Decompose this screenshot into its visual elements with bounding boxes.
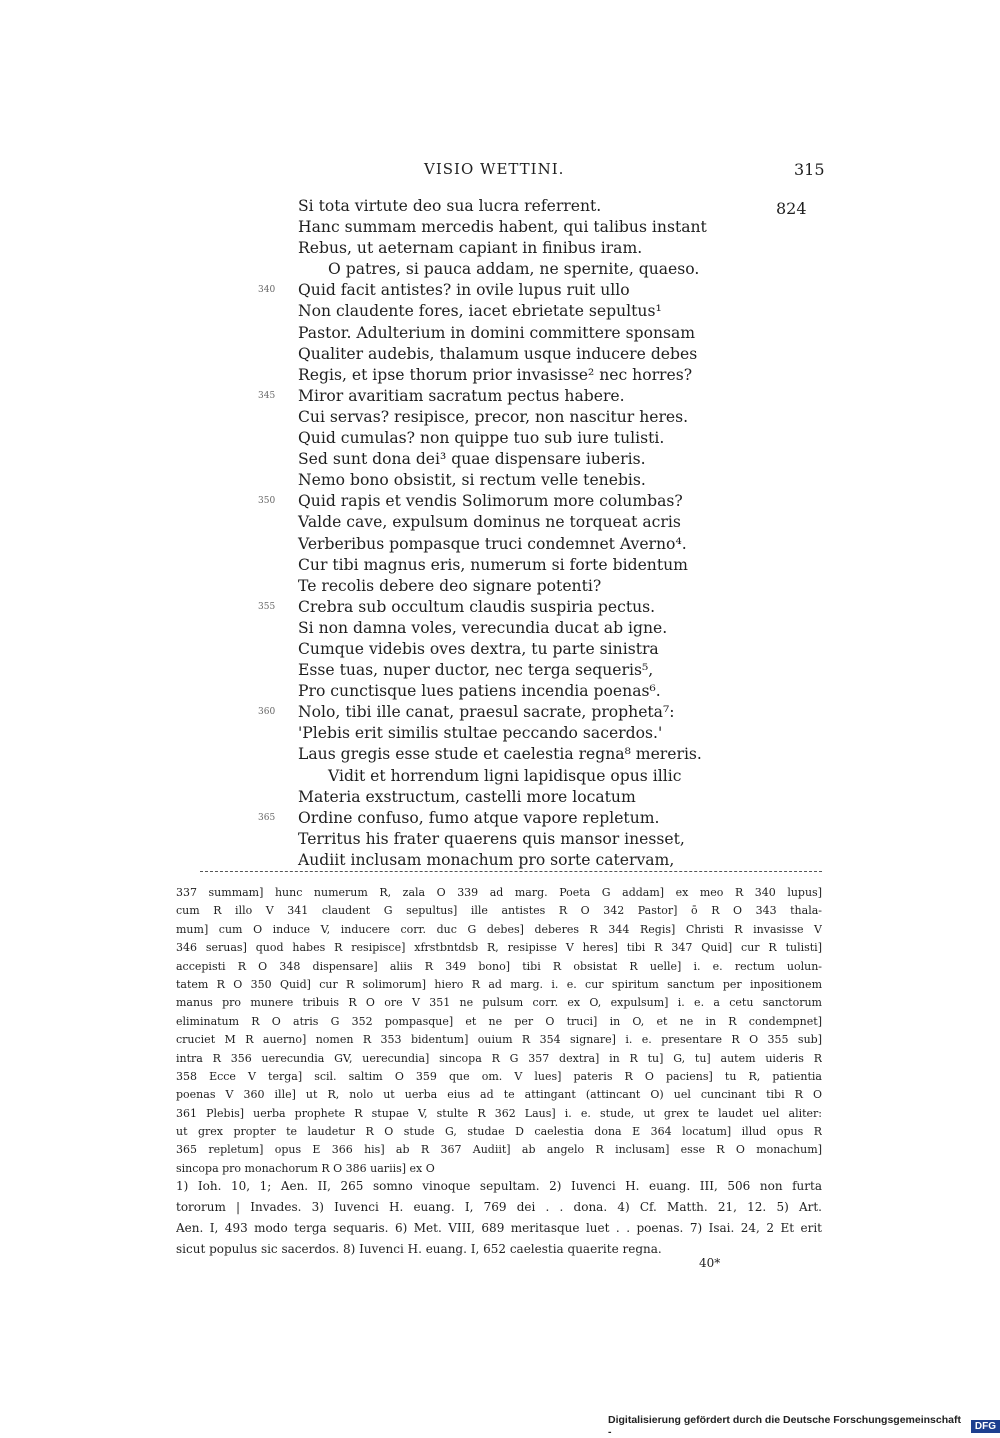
verse-line <box>298 787 758 808</box>
verse-text: Si non damna voles, verecundia ducat ab igne. <box>298 618 668 637</box>
verse-line <box>298 428 758 449</box>
verse-line <box>298 407 758 428</box>
verse-text: Pro cunctisque lues patiens incendia poenas⁶. <box>298 682 661 701</box>
apparatus-line: ut grex propter te laudetur R O stude G, studae D caelestia dona E 364 locatum] illud opus R <box>176 1125 822 1139</box>
verse-line <box>298 576 758 597</box>
verse-text: Rebus, ut aeternam capiant in finibus iram. <box>298 239 643 258</box>
footnote-line: 1) Ioh. 10, 1; Aen. II, 265 somno vinoque sepultam. 2) Iuvenci H. euang. III, 506 non furta <box>176 1179 822 1193</box>
apparatus-line: eliminatum R O atris G 352 pompasque] et ne per O truci] in O, et ne in R condempnet] <box>176 1014 822 1028</box>
verse-text: Quid cumulas? non quippe tuo sub iure tulisti. <box>298 429 665 448</box>
verse-text: Cumque videbis oves dextra, tu parte sinistra <box>298 639 659 658</box>
poem-text <box>258 196 758 871</box>
verse-line <box>298 850 758 871</box>
verse-text: Ordine confuso, fumo atque vapore repletum. <box>298 808 660 827</box>
verse-line <box>298 470 758 491</box>
verse-text: Cui servas? resipisce, precor, non nascitur heres. <box>298 407 689 426</box>
verse-line <box>298 344 758 365</box>
verse-text: O patres, si pauca addam, ne spernite, quaeso. <box>328 260 700 279</box>
apparatus-divider <box>200 871 822 872</box>
apparatus-line: accepisti R O 348 dispensare] aliis R 349 bono] tibi R obsistat R uelle] i. e. rectum uolun- <box>176 959 822 973</box>
apparatus-line: sincopa pro monachorum R O 386 uariis] ex O <box>176 1161 435 1175</box>
verse-line <box>258 702 758 723</box>
funding-footer <box>608 1414 1000 1438</box>
verse-line <box>298 681 758 702</box>
apparatus-line: 361 Plebis] uerba prophete R stupae V, stulte R 362 Laus] i. e. stude, ut grex te laudet uel aliter: <box>176 1106 822 1120</box>
verse-text: Crebra sub occultum claudis suspiria pectus. <box>298 597 656 616</box>
dfg-logo: DFG <box>971 1420 1000 1433</box>
verse-text: Valde cave, expulsum dominus ne torqueat acris <box>298 513 681 532</box>
verse-line <box>298 766 758 787</box>
apparatus-line: intra R 356 uerecundia GV, uerecundia] sincopa R G 357 dextra] in R tu] G, tu] autem uideris R <box>176 1051 822 1065</box>
verse-text: Miror avaritiam sacratum pectus habere. <box>298 386 625 405</box>
verse-line <box>298 555 758 576</box>
apparatus-line: poenas V 360 ille] ut R, nolo ut uerba eius ad te attingant (attincant O) uel cuncinant tibi R O <box>176 1088 822 1102</box>
verse-number: 345 <box>258 390 276 401</box>
footnote-line: Aen. I, 493 modo terga sequaris. 6) Met. VIII, 689 meritasque luet . . poenas. 7) Isai. 24, 2 Et erit <box>176 1221 822 1235</box>
verse-line <box>298 301 758 322</box>
apparatus-line: manus pro munere tribuis R O ore V 351 ne pulsum corr. ex O, expulsum] i. e. a cetu sanctorum <box>176 996 822 1010</box>
verse-text: Nolo, tibi ille canat, praesul sacrate, propheta⁷: <box>298 703 675 722</box>
verse-text: Nemo bono obsistit, si rectum velle tenebis. <box>298 471 646 490</box>
apparatus-line: 346 seruas] quod habes R resipisce] xfrstbntdsb R, resipisse V heres] tibi R 347 Quid] cur R tulisti] <box>176 941 822 955</box>
verse-text: Verberibus pompasque truci condemnet Averno⁴. <box>298 534 687 553</box>
verse-text: Hanc summam mercedis habent, qui talibus instant <box>298 218 707 237</box>
verse-line <box>298 365 758 386</box>
verse-text: Audiit inclusam monachum pro sorte catervam, <box>298 850 675 869</box>
verse-line <box>258 808 758 829</box>
verse-line <box>298 618 758 639</box>
verse-line <box>258 280 758 301</box>
verse-text: Esse tuas, nuper ductor, nec terga sequeris⁵, <box>298 661 654 680</box>
verse-line <box>258 491 758 512</box>
verse-text: Pastor. Adulterium in domini committere sponsam <box>298 323 696 342</box>
page-number: 315 <box>794 160 825 179</box>
verse-line <box>298 259 758 280</box>
verse-line <box>258 597 758 618</box>
verse-line <box>298 829 758 850</box>
verse-text: Quid facit antistes? in ovile lupus ruit ullo <box>298 281 630 300</box>
verse-line <box>298 512 758 533</box>
verse-line <box>258 386 758 407</box>
verse-number: 340 <box>258 285 276 296</box>
verse-text: Te recolis debere deo signare potenti? <box>298 576 602 595</box>
funding-text: Digitalisierung gefördert durch die Deutsche Forschungsgemeinschaft - <box>608 1414 961 1438</box>
verse-text: Laus gregis esse stude et caelestia regna⁸ mereris. <box>298 745 702 764</box>
verse-line <box>298 723 758 744</box>
margin-reference-number: 824 <box>776 199 807 218</box>
footnotes <box>176 1176 822 1260</box>
signature-mark: 40* <box>699 1256 721 1270</box>
verse-text: Materia exstructum, castelli more locatum <box>298 787 636 806</box>
footnote-line: tororum | Invades. 3) Iuvenci H. euang. I, 769 dei . . dona. 4) Cf. Matth. 21, 12. 5) Art. <box>176 1200 822 1214</box>
apparatus-line: cum R illo V 341 claudent G sepultus] ille antistes R O 342 Pastor] ō R O 343 thala- <box>176 904 822 918</box>
verse-line <box>298 196 758 217</box>
verse-text: 'Plebis erit similis stultae peccando sacerdos.' <box>298 724 663 743</box>
apparatus-line: 365 repletum] opus E 366 his] ab R 367 Audiit] ab angelo R inclusam] esse R O monachum] <box>176 1143 822 1157</box>
apparatus-line: 358 Ecce V terga] scil. saltim O 359 que om. V lues] pateris R O paciens] tu R, patientia <box>176 1069 822 1083</box>
verse-text: Si tota virtute deo sua lucra referrent. <box>298 197 602 215</box>
verse-text: Vidit et horrendum ligni lapidisque opus illic <box>328 766 682 785</box>
apparatus-line: mum] cum O induce V, inducere corr. duc G debes] deberes R 344 Regis] Christi R invasisse V <box>176 922 822 936</box>
verse-number: 365 <box>258 812 276 823</box>
footnote-line: sicut populus sic sacerdos. 8) Iuvenci H. euang. I, 652 caelestia quaerite regna. <box>176 1242 662 1256</box>
verse-line <box>298 744 758 765</box>
verse-text: Territus his frater quaerens quis mansor inesset, <box>298 829 685 848</box>
apparatus-line: cruciet M R auerno] nomen R 353 bidentum] ouium R 354 signare] i. e. presentare R O 355 sub] <box>176 1033 822 1047</box>
verse-line <box>298 639 758 660</box>
verse-line <box>298 449 758 470</box>
verse-text: Quid rapis et vendis Solimorum more columbas? <box>298 492 683 511</box>
verse-line <box>298 217 758 238</box>
verse-line <box>298 238 758 259</box>
verse-number: 355 <box>258 601 276 612</box>
verse-line <box>298 323 758 344</box>
apparatus-line: tatem R O 350 Quid] cur R solimorum] hiero R ad marg. i. e. cur spiritum sanctum per inpositionem <box>176 977 822 991</box>
critical-apparatus <box>176 884 822 1178</box>
verse-number: 360 <box>258 707 276 718</box>
verse-line <box>298 534 758 555</box>
verse-text: Non claudente fores, iacet ebrietate sepultus¹ <box>298 302 662 321</box>
running-title: VISIO WETTINI. <box>424 160 565 178</box>
verse-number: 350 <box>258 496 276 507</box>
verse-text: Sed sunt dona dei³ quae dispensare iuberis. <box>298 450 646 469</box>
verse-text: Regis, et ipse thorum prior invasisse² nec horres? <box>298 365 693 384</box>
verse-line <box>298 660 758 681</box>
verse-text: Qualiter audebis, thalamum usque inducere debes <box>298 344 698 363</box>
verse-text: Cur tibi magnus eris, numerum si forte bidentum <box>298 555 688 574</box>
apparatus-line: 337 summam] hunc numerum R, zala O 339 ad marg. Poeta G addam] ex meo R 340 lupus] <box>176 886 822 899</box>
